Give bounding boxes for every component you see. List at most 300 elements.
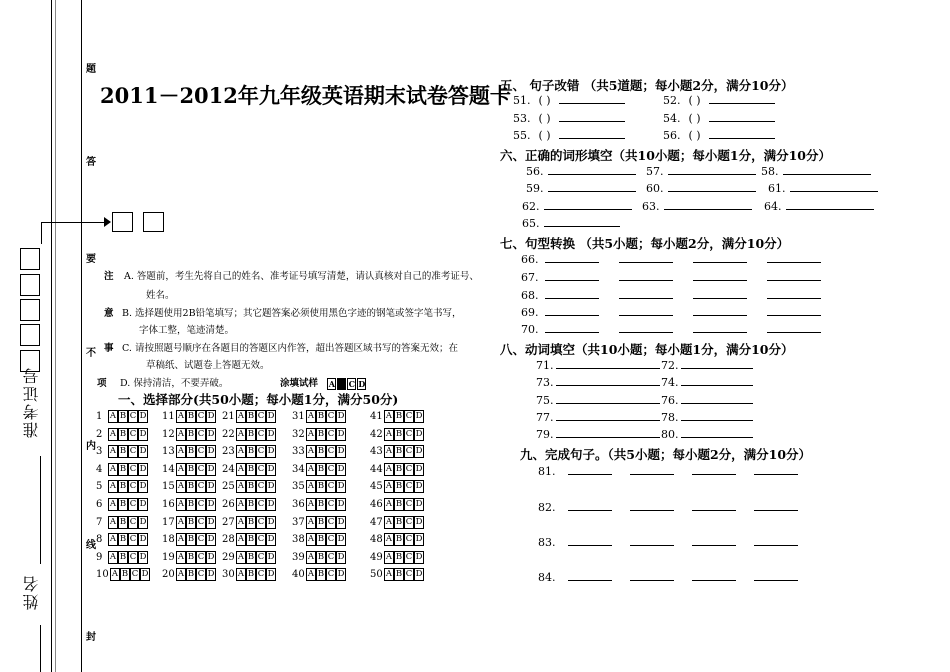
mc-option-c[interactable]: C bbox=[327, 499, 335, 509]
mc-option-b[interactable]: B bbox=[317, 428, 325, 439]
answer-paren[interactable]: ( ) bbox=[538, 129, 551, 142]
mc-option-d[interactable]: D bbox=[415, 534, 423, 545]
answer-blank[interactable] bbox=[559, 128, 625, 139]
answer-blank[interactable] bbox=[692, 570, 736, 581]
answer-blank[interactable] bbox=[783, 164, 871, 175]
mc-option-b[interactable]: B bbox=[317, 411, 325, 421]
answer-blank[interactable] bbox=[619, 305, 673, 316]
mc-option-b[interactable]: B bbox=[317, 569, 325, 580]
answer-blank[interactable] bbox=[630, 535, 674, 546]
mc-option-d[interactable]: D bbox=[337, 428, 345, 439]
word-form-item bbox=[522, 199, 632, 213]
mc-option-d[interactable]: D bbox=[267, 411, 275, 421]
mc-option-a[interactable]: A bbox=[177, 446, 185, 457]
mc-option-c[interactable]: C bbox=[405, 428, 413, 439]
mc-option-b[interactable]: B bbox=[247, 463, 255, 474]
mc-option-c[interactable]: C bbox=[129, 481, 137, 492]
mc-item-number: 25 bbox=[222, 481, 235, 493]
mc-option-d[interactable]: D bbox=[207, 516, 215, 527]
answer-blank[interactable] bbox=[630, 464, 674, 475]
mc-option-a[interactable]: A bbox=[109, 551, 117, 562]
mc-option-c[interactable]: C bbox=[129, 463, 137, 474]
mc-option-c[interactable]: C bbox=[257, 516, 265, 527]
mc-option-d[interactable]: D bbox=[267, 481, 275, 492]
mc-option-d[interactable]: D bbox=[415, 428, 423, 439]
mc-option-d[interactable]: D bbox=[337, 446, 345, 457]
answer-blank[interactable] bbox=[767, 252, 821, 263]
mc-option-d[interactable]: D bbox=[207, 481, 215, 492]
mc-option-b[interactable]: B bbox=[395, 481, 403, 492]
answer-blank[interactable] bbox=[681, 375, 753, 386]
mc-item-number: 40 bbox=[292, 569, 305, 581]
mc-option-c[interactable]: C bbox=[257, 446, 265, 457]
mc-item-12 bbox=[162, 428, 216, 441]
mc-option-a[interactable]: A bbox=[177, 481, 185, 492]
mc-option-c[interactable]: C bbox=[405, 499, 413, 509]
mc-item-number: 49 bbox=[370, 551, 383, 563]
answer-blank[interactable] bbox=[556, 427, 660, 438]
answer-blank[interactable] bbox=[548, 164, 636, 175]
mc-option-d[interactable]: D bbox=[415, 411, 423, 421]
mc-option-a[interactable]: A bbox=[307, 499, 315, 509]
mc-option-d[interactable]: D bbox=[207, 428, 215, 439]
mc-item-number: 48 bbox=[370, 534, 383, 546]
mc-option-b[interactable]: B bbox=[187, 481, 195, 492]
answer-paren[interactable]: ( ) bbox=[538, 112, 551, 125]
mc-option-a[interactable]: A bbox=[385, 481, 393, 492]
mc-option-b[interactable]: B bbox=[317, 516, 325, 527]
mc-option-c[interactable]: C bbox=[129, 534, 137, 545]
mc-option-a[interactable]: A bbox=[237, 481, 245, 492]
mc-option-b[interactable]: B bbox=[119, 499, 127, 509]
mc-option-b[interactable]: B bbox=[317, 463, 325, 474]
answer-blank[interactable] bbox=[692, 535, 736, 546]
mc-option-b[interactable]: B bbox=[119, 481, 127, 492]
mc-option-b[interactable]: B bbox=[187, 499, 195, 509]
seal-char-2: 答 bbox=[86, 157, 96, 168]
mc-option-b[interactable]: B bbox=[119, 428, 127, 439]
mc-option-a[interactable]: A bbox=[385, 499, 393, 509]
mc-option-d[interactable]: D bbox=[207, 411, 215, 421]
answer-blank[interactable] bbox=[556, 375, 660, 386]
answer-blank[interactable] bbox=[668, 181, 756, 192]
mc-option-b[interactable]: B bbox=[395, 551, 403, 562]
mc-option-c[interactable]: C bbox=[405, 446, 413, 457]
mc-option-a[interactable]: A bbox=[307, 463, 315, 474]
mc-option-a[interactable]: A bbox=[385, 411, 393, 421]
answer-blank[interactable] bbox=[668, 164, 756, 175]
mc-option-c[interactable]: C bbox=[327, 411, 335, 421]
mc-option-d[interactable]: D bbox=[415, 516, 423, 527]
mc-option-c[interactable]: C bbox=[327, 481, 335, 492]
answer-blank[interactable] bbox=[630, 500, 674, 511]
answer-blank[interactable] bbox=[681, 410, 753, 421]
mc-option-c[interactable]: C bbox=[405, 463, 413, 474]
answer-blank[interactable] bbox=[568, 500, 612, 511]
mc-option-d[interactable]: D bbox=[337, 569, 345, 580]
mc-option-c[interactable]: C bbox=[327, 463, 335, 474]
mc-option-d[interactable]: D bbox=[139, 516, 147, 527]
mc-option-b[interactable]: B bbox=[187, 428, 195, 439]
mc-option-c[interactable]: C bbox=[405, 411, 413, 421]
mc-option-d[interactable]: D bbox=[337, 551, 345, 562]
mc-option-d[interactable]: D bbox=[139, 499, 147, 509]
mc-option-d[interactable]: D bbox=[139, 481, 147, 492]
mc-option-c[interactable]: C bbox=[197, 481, 205, 492]
mc-option-a[interactable]: A bbox=[237, 428, 245, 439]
answer-blank[interactable] bbox=[556, 410, 660, 421]
answer-blank[interactable] bbox=[767, 288, 821, 299]
mc-option-a[interactable]: A bbox=[385, 446, 393, 457]
mc-option-c[interactable]: C bbox=[327, 428, 335, 439]
mc-option-b[interactable]: B bbox=[395, 534, 403, 545]
answer-blank[interactable] bbox=[790, 181, 878, 192]
answer-blank[interactable] bbox=[544, 216, 620, 227]
mc-option-c[interactable]: C bbox=[327, 569, 335, 580]
mc-option-c[interactable]: C bbox=[129, 516, 137, 527]
mc-option-a[interactable]: A bbox=[177, 428, 185, 439]
mc-option-c[interactable]: C bbox=[257, 481, 265, 492]
item-number: 57. bbox=[646, 165, 664, 178]
mc-option-b[interactable]: B bbox=[247, 569, 255, 580]
mc-option-a[interactable]: A bbox=[307, 481, 315, 492]
mc-option-d[interactable]: D bbox=[415, 569, 423, 580]
answer-blank[interactable] bbox=[545, 322, 599, 333]
mc-option-c[interactable]: C bbox=[257, 551, 265, 562]
mc-option-c[interactable]: C bbox=[405, 551, 413, 562]
mc-option-d[interactable]: D bbox=[415, 499, 423, 509]
mc-option-a[interactable]: A bbox=[177, 463, 185, 474]
mc-option-d[interactable]: D bbox=[337, 534, 345, 545]
mc-option-b[interactable]: B bbox=[119, 551, 127, 562]
mc-option-a[interactable]: A bbox=[177, 411, 185, 421]
mc-option-d[interactable]: D bbox=[207, 569, 215, 580]
mc-option-d[interactable]: D bbox=[139, 534, 147, 545]
mc-option-c[interactable]: C bbox=[197, 551, 205, 562]
mc-item-6 bbox=[96, 498, 148, 511]
mc-option-d[interactable]: D bbox=[267, 446, 275, 457]
mc-option-a[interactable]: A bbox=[237, 534, 245, 545]
mc-option-a[interactable]: A bbox=[177, 516, 185, 527]
mc-option-d[interactable]: D bbox=[267, 534, 275, 545]
mc-option-d[interactable]: D bbox=[139, 446, 147, 457]
mc-option-d[interactable]: D bbox=[139, 463, 147, 474]
answer-blank[interactable] bbox=[709, 128, 775, 139]
answer-blank[interactable] bbox=[693, 252, 747, 263]
mc-option-a[interactable]: A bbox=[385, 534, 393, 545]
mc-option-b[interactable]: B bbox=[247, 516, 255, 527]
mc-item-number: 19 bbox=[162, 551, 175, 563]
mc-option-b[interactable]: B bbox=[247, 481, 255, 492]
mc-option-b[interactable]: B bbox=[187, 411, 195, 421]
item-number: 61. bbox=[768, 182, 786, 195]
mc-option-b[interactable]: B bbox=[317, 551, 325, 562]
answer-paren[interactable]: ( ) bbox=[538, 94, 551, 107]
mc-option-a[interactable]: A bbox=[237, 499, 245, 509]
mc-option-b[interactable]: B bbox=[119, 516, 127, 527]
mc-option-a[interactable]: A bbox=[177, 534, 185, 545]
mc-option-c[interactable]: C bbox=[129, 446, 137, 457]
answer-blank[interactable] bbox=[754, 570, 798, 581]
mc-item-number: 34 bbox=[292, 463, 305, 475]
sample-option-d: D bbox=[358, 378, 366, 389]
mc-option-b[interactable]: B bbox=[317, 446, 325, 457]
mc-option-c[interactable]: C bbox=[197, 463, 205, 474]
admission-box-4[interactable] bbox=[20, 324, 40, 346]
mc-item-number: 1 bbox=[96, 411, 103, 422]
mc-option-b[interactable]: B bbox=[119, 534, 127, 545]
mc-option-a[interactable]: A bbox=[385, 516, 393, 527]
mc-option-d[interactable]: D bbox=[337, 463, 345, 474]
answer-blank[interactable] bbox=[767, 305, 821, 316]
admission-box-1[interactable] bbox=[20, 248, 40, 270]
mc-option-c[interactable]: C bbox=[197, 411, 205, 421]
mc-option-b[interactable]: B bbox=[247, 534, 255, 545]
answer-paren[interactable]: ( ) bbox=[688, 94, 701, 107]
mc-option-a[interactable]: A bbox=[109, 481, 117, 492]
mc-option-a[interactable]: A bbox=[109, 499, 117, 509]
mc-option-b[interactable]: B bbox=[247, 499, 255, 509]
mc-option-c[interactable]: C bbox=[405, 534, 413, 545]
mc-option-b[interactable]: B bbox=[247, 551, 255, 562]
mc-option-d[interactable]: D bbox=[267, 551, 275, 562]
mc-option-d[interactable]: D bbox=[415, 446, 423, 457]
answer-blank[interactable] bbox=[754, 464, 798, 475]
item-number: 67. bbox=[521, 271, 539, 284]
answer-blank[interactable] bbox=[681, 358, 753, 369]
mc-option-b[interactable]: B bbox=[119, 446, 127, 457]
mc-option-d[interactable]: D bbox=[337, 481, 345, 492]
mc-option-a[interactable]: A bbox=[109, 446, 117, 457]
mc-option-a[interactable]: A bbox=[307, 411, 315, 421]
mc-option-d[interactable]: D bbox=[207, 446, 215, 457]
mc-option-b[interactable]: B bbox=[119, 411, 127, 421]
mc-option-c[interactable]: C bbox=[129, 428, 137, 439]
mc-option-d[interactable]: D bbox=[267, 463, 275, 474]
answer-blank[interactable] bbox=[548, 181, 636, 192]
answer-blank[interactable] bbox=[754, 535, 798, 546]
mc-option-d[interactable]: D bbox=[337, 411, 345, 421]
mc-option-a[interactable]: A bbox=[177, 569, 185, 580]
mc-option-d[interactable]: D bbox=[267, 499, 275, 509]
answer-blank[interactable] bbox=[545, 288, 599, 299]
mc-option-a[interactable]: A bbox=[385, 463, 393, 474]
mc-option-d[interactable]: D bbox=[139, 551, 147, 562]
mc-option-b[interactable]: B bbox=[317, 481, 325, 492]
mc-option-d[interactable]: D bbox=[141, 569, 149, 580]
mc-option-c[interactable]: C bbox=[129, 499, 137, 509]
mc-option-c[interactable]: C bbox=[257, 534, 265, 545]
mc-option-b[interactable]: B bbox=[317, 534, 325, 545]
mc-option-a[interactable]: A bbox=[307, 516, 315, 527]
answer-blank[interactable] bbox=[692, 464, 736, 475]
mc-option-b[interactable]: B bbox=[395, 411, 403, 421]
mc-option-b[interactable]: B bbox=[187, 463, 195, 474]
answer-blank[interactable] bbox=[568, 535, 612, 546]
mc-option-a[interactable]: A bbox=[307, 569, 315, 580]
mc-option-c[interactable]: C bbox=[197, 534, 205, 545]
admission-box-3[interactable] bbox=[20, 299, 40, 321]
mc-option-d[interactable]: D bbox=[415, 463, 423, 474]
mc-option-a[interactable]: A bbox=[307, 551, 315, 562]
mc-option-c[interactable]: C bbox=[197, 428, 205, 439]
answer-blank[interactable] bbox=[709, 111, 775, 122]
mc-option-b[interactable]: B bbox=[317, 499, 325, 509]
mc-option-d[interactable]: D bbox=[139, 428, 147, 439]
answer-blank[interactable] bbox=[568, 570, 612, 581]
mc-option-a[interactable]: A bbox=[307, 446, 315, 457]
answer-blank[interactable] bbox=[559, 111, 625, 122]
mc-option-c[interactable]: C bbox=[129, 411, 137, 421]
answer-blank[interactable] bbox=[767, 270, 821, 281]
mc-option-b[interactable]: B bbox=[119, 463, 127, 474]
mc-option-a[interactable]: A bbox=[237, 551, 245, 562]
mc-option-a[interactable]: A bbox=[109, 428, 117, 439]
mc-item-number: 35 bbox=[292, 481, 305, 493]
mc-option-d[interactable]: D bbox=[267, 516, 275, 527]
mc-option-d[interactable]: D bbox=[207, 534, 215, 545]
answer-blank[interactable] bbox=[709, 93, 775, 104]
answer-blank[interactable] bbox=[692, 500, 736, 511]
answer-blank[interactable] bbox=[556, 358, 660, 369]
mc-option-d[interactable]: D bbox=[207, 463, 215, 474]
mc-option-a[interactable]: A bbox=[237, 569, 245, 580]
answer-blank[interactable] bbox=[619, 322, 673, 333]
answer-blank[interactable] bbox=[619, 270, 673, 281]
mc-option-a[interactable]: A bbox=[237, 516, 245, 527]
mc-option-b[interactable]: B bbox=[187, 446, 195, 457]
mc-option-b[interactable]: B bbox=[187, 551, 195, 562]
mc-option-c[interactable]: C bbox=[257, 463, 265, 474]
mc-option-c[interactable]: C bbox=[257, 411, 265, 421]
mc-item-number: 7 bbox=[96, 516, 103, 528]
mc-option-c[interactable]: C bbox=[327, 446, 335, 457]
answer-blank[interactable] bbox=[664, 199, 752, 210]
mc-option-d[interactable]: D bbox=[207, 499, 215, 509]
mc-option-b[interactable]: B bbox=[395, 516, 403, 527]
mc-option-a[interactable]: A bbox=[109, 516, 117, 527]
answer-blank[interactable] bbox=[693, 305, 747, 316]
mc-option-c[interactable]: C bbox=[129, 551, 137, 562]
mc-option-b[interactable]: B bbox=[395, 463, 403, 474]
mc-option-b[interactable]: B bbox=[395, 428, 403, 439]
mc-option-d[interactable]: D bbox=[139, 411, 147, 421]
mc-option-a[interactable]: A bbox=[177, 499, 185, 509]
answer-blank[interactable] bbox=[630, 570, 674, 581]
word-form-item bbox=[764, 199, 874, 213]
mc-item-11 bbox=[162, 410, 216, 423]
mc-option-c[interactable]: C bbox=[197, 499, 205, 509]
answer-paren[interactable]: ( ) bbox=[688, 112, 701, 125]
mc-option-a[interactable]: A bbox=[307, 534, 315, 545]
mc-option-a[interactable]: A bbox=[385, 551, 393, 562]
answer-blank[interactable] bbox=[545, 305, 599, 316]
answer-blank[interactable] bbox=[556, 393, 660, 404]
mc-item-45 bbox=[370, 480, 424, 493]
mc-option-c[interactable]: C bbox=[257, 569, 265, 580]
mc-option-d[interactable]: D bbox=[415, 551, 423, 562]
sample-label: 涂填试样 A C D bbox=[280, 378, 366, 389]
mc-option-a[interactable]: A bbox=[111, 569, 119, 580]
mc-option-b[interactable]: B bbox=[247, 411, 255, 421]
mc-option-c[interactable]: C bbox=[257, 428, 265, 439]
mc-option-c[interactable]: C bbox=[327, 534, 335, 545]
mc-option-c[interactable]: C bbox=[405, 481, 413, 492]
answer-blank[interactable] bbox=[545, 252, 599, 263]
mc-option-c[interactable]: C bbox=[197, 569, 205, 580]
mc-option-d[interactable]: D bbox=[267, 569, 275, 580]
answer-blank[interactable] bbox=[754, 500, 798, 511]
mc-option-b[interactable]: B bbox=[395, 569, 403, 580]
seat-box-2[interactable] bbox=[143, 212, 164, 232]
answer-blank[interactable] bbox=[693, 322, 747, 333]
mc-option-a[interactable]: A bbox=[109, 411, 117, 421]
section1-title: 一、选择部分(共50小题；每小题1分，满分50分) bbox=[118, 392, 399, 407]
mc-option-b[interactable]: B bbox=[121, 569, 129, 580]
mc-option-c[interactable]: C bbox=[405, 516, 413, 527]
mc-option-a[interactable]: A bbox=[237, 411, 245, 421]
mc-option-c[interactable]: C bbox=[131, 569, 139, 580]
mc-option-b[interactable]: B bbox=[395, 499, 403, 509]
mc-option-c[interactable]: C bbox=[197, 446, 205, 457]
mc-option-a[interactable]: A bbox=[237, 446, 245, 457]
answer-blank[interactable] bbox=[544, 199, 632, 210]
mc-option-c[interactable]: C bbox=[327, 551, 335, 562]
admission-box-2[interactable] bbox=[20, 274, 40, 296]
mc-option-a[interactable]: A bbox=[177, 551, 185, 562]
answer-blank[interactable] bbox=[568, 464, 612, 475]
mc-item-number: 36 bbox=[292, 499, 305, 510]
answer-blank[interactable] bbox=[681, 427, 753, 438]
binding-line-thin bbox=[55, 0, 56, 672]
mc-item-24 bbox=[222, 463, 276, 476]
answer-blank[interactable] bbox=[767, 322, 821, 333]
mc-option-b[interactable]: B bbox=[395, 446, 403, 457]
mc-option-a[interactable]: A bbox=[307, 428, 315, 439]
seat-box-1[interactable] bbox=[112, 212, 133, 232]
mc-option-d[interactable]: D bbox=[267, 428, 275, 439]
mc-option-b[interactable]: B bbox=[187, 569, 195, 580]
answer-blank[interactable] bbox=[545, 270, 599, 281]
mc-option-a[interactable]: A bbox=[385, 428, 393, 439]
mc-option-d[interactable]: D bbox=[207, 551, 215, 562]
answer-blank[interactable] bbox=[693, 270, 747, 281]
mc-option-c[interactable]: C bbox=[327, 516, 335, 527]
mc-option-b[interactable]: B bbox=[247, 446, 255, 457]
answer-blank[interactable] bbox=[619, 288, 673, 299]
mc-option-b[interactable]: B bbox=[247, 428, 255, 439]
mc-option-b[interactable]: B bbox=[187, 516, 195, 527]
answer-blank[interactable] bbox=[619, 252, 673, 263]
mc-option-a[interactable]: A bbox=[237, 463, 245, 474]
answer-blank[interactable] bbox=[559, 93, 625, 104]
mc-option-a[interactable]: A bbox=[385, 569, 393, 580]
mc-option-a[interactable]: A bbox=[109, 534, 117, 545]
mc-option-b[interactable]: B bbox=[187, 534, 195, 545]
mc-option-d[interactable]: D bbox=[337, 516, 345, 527]
mc-option-c[interactable]: C bbox=[197, 516, 205, 527]
mc-option-c[interactable]: C bbox=[257, 499, 265, 509]
mc-option-d[interactable]: D bbox=[337, 499, 345, 509]
mc-option-a[interactable]: A bbox=[109, 463, 117, 474]
answer-paren[interactable]: ( ) bbox=[688, 129, 701, 142]
answer-blank[interactable] bbox=[786, 199, 874, 210]
answer-blank[interactable] bbox=[693, 288, 747, 299]
mc-option-c[interactable]: C bbox=[405, 569, 413, 580]
answer-blank[interactable] bbox=[681, 393, 753, 404]
verb-fill-item bbox=[661, 427, 753, 441]
mc-option-d[interactable]: D bbox=[415, 481, 423, 492]
